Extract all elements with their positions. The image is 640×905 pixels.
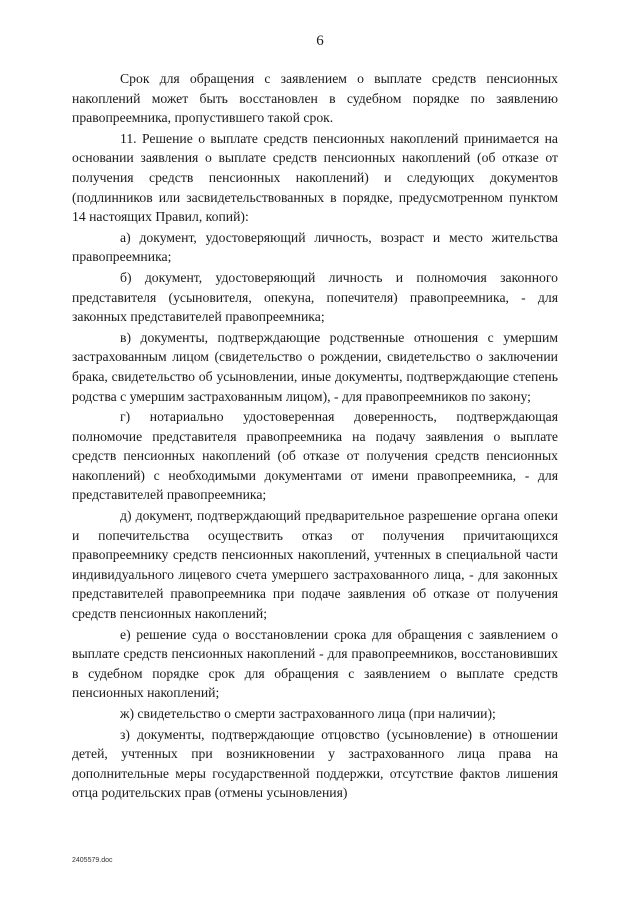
list-item-v: в) документы, подтверждающие родственные отношения с умершим застрахованным лицом (свидетельство о рождении, свидетельство о заключении брака, свидетельство об усыновлении, иные документы, подтверждающие степень родства с умершим застрахованным лицом), - для правопреемников по закону; — [72, 329, 558, 404]
paragraph-restoration-of-term: Срок для обращения с заявлением о выплате средств пенсионных накоплений может быть восстановлен в судебном порядке по заявлению правопреемника, пропустившего такой срок. — [72, 71, 558, 126]
list-item-g: г) нотариально удостоверенная доверенность, подтверждающая полномочие представителя правопреемника на подачу заявления о выплате средств пенсионных накоплений (об отказе от получения средств пенсионных накоплений) с необходимыми документами от имени правопреемника, - для представителей правопреемника; — [72, 409, 558, 503]
list-item-d: д) документ, подтверждающий предварительное разрешение органа опеки и попечительства осуществить отказ от получения причитающихся правопреемнику средств пенсионных накоплений, учтенных в специальной части индивидуального лицевого счета умершего застрахованного лица, - для законных представителей правопреемника при подаче заявления об отказе от получения средств пенсионных накоплений; — [72, 508, 558, 622]
list-item-zh: ж) свидетельство о смерти застрахованного лица (при наличии); — [120, 706, 496, 721]
list-item-a: а) документ, удостоверяющий личность, возраст и место жительства правопреемника; — [72, 229, 558, 265]
list-item-z: з) документы, подтверждающие отцовство (усыновление) в отношении детей, учтенных при возникновении у застрахованного лица права на дополнительные меры государственной поддержки, отсутствие фактов лишения отца родительских прав (отмены усыновления) — [72, 726, 558, 801]
document-footer: 2405579.doc — [72, 857, 113, 864]
list-item-b: б) документ, удостоверяющий личность и полномочия законного представителя (усыновителя, опекуна, попечителя) правопреемника, - для законных представителей правопреемника; — [72, 269, 558, 325]
document-body — [72, 69, 558, 804]
list-item-e: е) решение суда о восстановлении срока для обращения с заявлением о выплате средств пенсионных накоплений - для правопреемников, восстановивших в судебном порядке срок для обращения с заявлением о выплате средств пенсионных накоплений; — [72, 626, 558, 701]
page-number: 6 — [316, 33, 324, 49]
paragraph-item-11: 11. Решение о выплате средств пенсионных накоплений принимается на основании заявления о выплате средств пенсионных накоплений (об отказе от получения средств пенсионных накоплений) и следующих документов (подлинников или засвидетельствованных в порядке, предусмотренном пунктом 14 настоящих Правил, копий): — [72, 130, 558, 225]
